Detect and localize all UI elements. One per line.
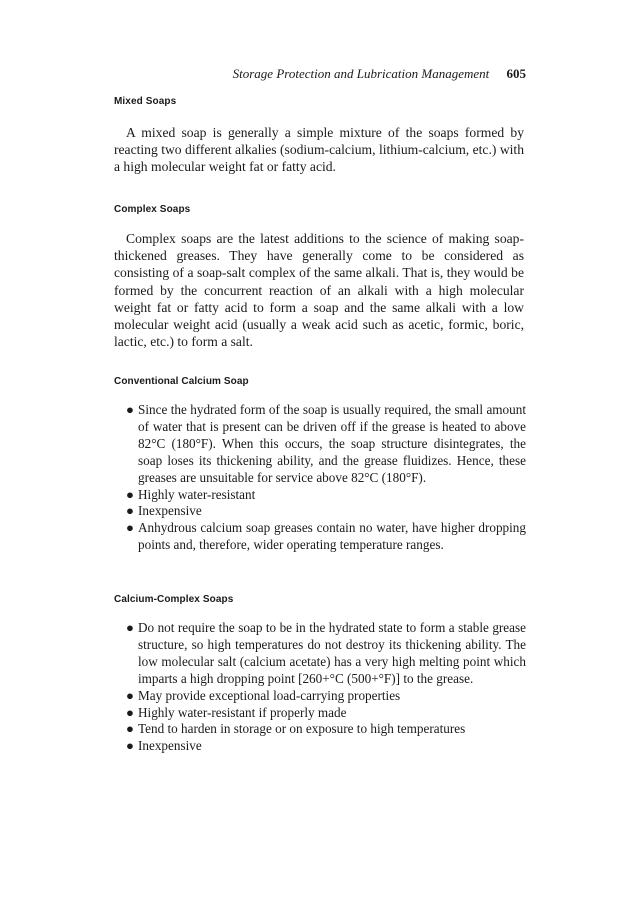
list-item	[126, 738, 526, 755]
bullet-icon: ●	[126, 620, 134, 635]
page-number: 605	[506, 66, 526, 81]
list-item-text: Inexpensive	[138, 503, 202, 519]
list-item	[126, 402, 526, 487]
list-item-text: Highly water-resistant if properly made	[138, 704, 347, 720]
list-item-text: Since the hydrated form of the soap is usually required, the small amount of water that is present can be driven off if the grease is heated to above 82°C (180°F). When this occurs, the soap structure disintegrates, the soap loses its thickening ability, and the grease fluidizes. Hence, these greases are unsuitable for service above 82°C (180°F).	[138, 402, 526, 485]
list-item	[126, 688, 526, 705]
list-item	[126, 520, 526, 554]
bullet-icon: ●	[126, 486, 134, 502]
list-item-text: Anhydrous calcium soap greases contain no water, have higher dropping points and, therefore, wider operating temperature ranges.	[138, 520, 526, 553]
list-item-text: May provide exceptional load-carrying properties	[138, 687, 401, 703]
bullet-icon: ●	[126, 687, 134, 703]
running-head	[233, 66, 526, 82]
list-item-text: Highly water-resistant	[138, 486, 256, 502]
bullet-icon: ●	[126, 704, 134, 720]
list-item-text: Do not require the soap to be in the hydrated state to form a stable grease structure, so high temperatures do not destroy its thickening ability. The low molecular salt (calcium acetate) has a very high melting point which imparts a high dropping point [260+°C (500+°F)] to the grease.	[138, 620, 526, 686]
section-heading-complex-soaps: Complex Soaps	[114, 204, 191, 215]
bullet-icon: ●	[126, 402, 134, 417]
running-head-title: Storage Protection and Lubrication Management	[232, 66, 490, 81]
paragraph-mixed-soaps: A mixed soap is generally a simple mixture of the soaps formed by reacting two different alkalies (sodium-calcium, lithium-calcium, etc.) with a high molecular weight fat or fatty acid.	[114, 125, 524, 175]
bullet-icon: ●	[126, 520, 134, 536]
section-heading-mixed-soaps: Mixed Soaps	[114, 96, 177, 107]
list-item-text: Inexpensive	[138, 738, 202, 754]
list-item	[126, 503, 526, 520]
bullet-icon: ●	[126, 738, 134, 754]
paragraph-complex-soaps: Complex soaps are the latest additions to the science of making soap-thickened greases. They have generally come to be considered as consisting of a soap-salt complex of the same alkali. That is, they would be formed by the concurrent reaction of an alkali with a high molecular weight fat or fatty acid to form a soap and the same alkali with a low molecular weight acid (usually a weak acid such as acetic, formic, boric, lactic, etc.) to form a salt.	[114, 231, 524, 350]
bullet-list-conventional-calcium-soap	[126, 402, 526, 554]
list-item-text: Tend to harden in storage or on exposure to high temperatures	[138, 721, 466, 737]
bullet-icon: ●	[126, 721, 134, 737]
section-heading-calcium-complex-soaps: Calcium-Complex Soaps	[114, 594, 234, 605]
list-item	[126, 705, 526, 722]
list-item	[126, 487, 526, 504]
bullet-icon: ●	[126, 503, 134, 519]
bullet-list-calcium-complex-soaps	[126, 620, 526, 755]
section-heading-conventional-calcium-soap: Conventional Calcium Soap	[114, 376, 249, 387]
list-item	[126, 620, 526, 688]
list-item	[126, 721, 526, 738]
